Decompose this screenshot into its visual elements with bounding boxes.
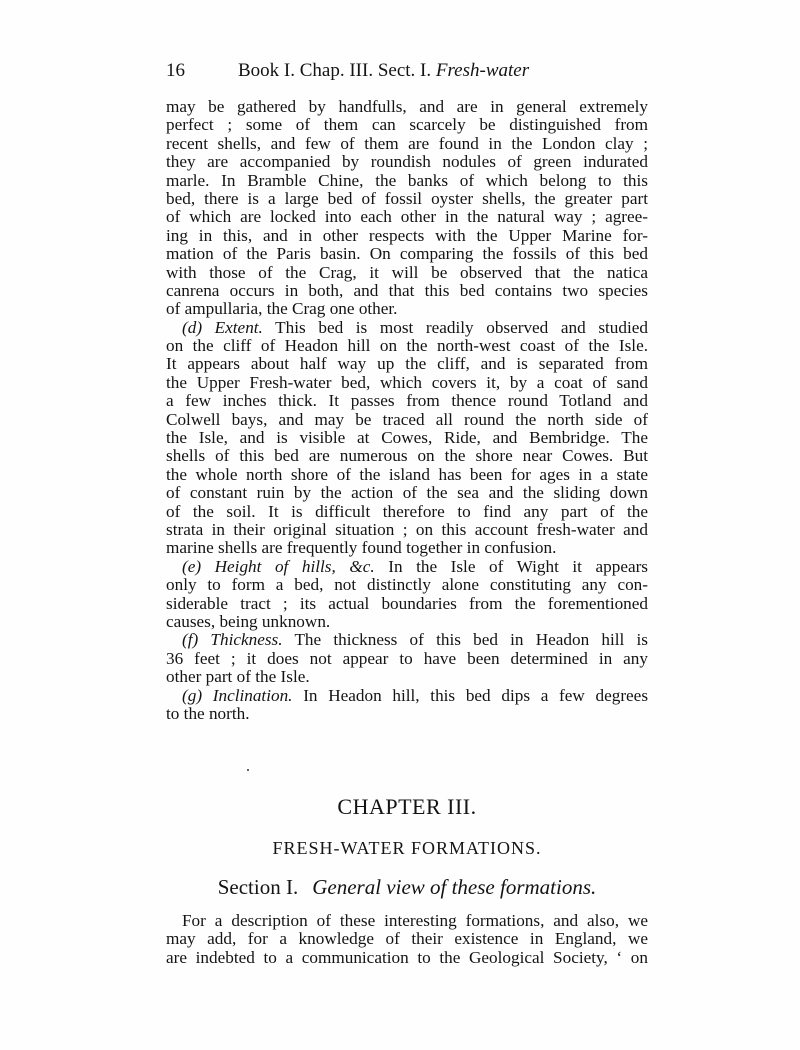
text-line	[166, 484, 648, 502]
running-head-prefix: Book I. Chap. III. Sect. I.	[238, 60, 432, 81]
line-text: This bed is most readily observed and studied	[275, 317, 648, 337]
text-line	[166, 227, 648, 245]
line-text: the Upper Fresh-water bed, which covers it, by a coat of sand	[166, 372, 648, 392]
text-line	[166, 282, 648, 300]
text-line	[166, 503, 648, 521]
line-text: perfect ; some of them can scarcely be distinguished from	[166, 115, 648, 135]
line-text: siderable tract ; its actual boundaries from the forementioned	[166, 593, 648, 613]
text-line	[166, 447, 648, 465]
line-text: of ampullaria, the Crag one other.	[166, 299, 398, 319]
subsection-label: (e) Height of hills, &c.	[182, 556, 375, 576]
line-text: marine shells are frequently found together in confusion.	[166, 538, 557, 558]
subsection-label: (g) Inclination.	[182, 685, 293, 705]
text-line	[166, 190, 648, 208]
line-text: a few inches thick. It passes from thence round Totland and	[166, 391, 648, 411]
text-line	[166, 98, 648, 116]
line-text: of constant ruin by the action of the sea and the sliding down	[166, 483, 648, 503]
text-line	[166, 172, 648, 190]
line-text: In the Isle of Wight it appears	[388, 556, 648, 576]
line-text: the Isle, and is visible at Cowes, Ride, and Bembridge. The	[166, 428, 648, 448]
chapter-subtitle: FRESH-WATER FORMATIONS.	[272, 838, 542, 858]
chapter-heading: CHAPTER III.	[337, 794, 477, 819]
line-text: recent shells, and few of them are found in the London clay ;	[166, 133, 648, 153]
page-number: 16	[166, 60, 185, 81]
line-text: are indebted to a communication to the Geological Society, ‘ on	[166, 947, 648, 967]
line-text: only to form a bed, not distinctly alone constituting any con-	[166, 575, 648, 595]
subsection-label: (d) Extent.	[182, 317, 263, 337]
text-line	[166, 613, 648, 631]
text-line	[166, 668, 648, 686]
line-text: causes, being unknown.	[166, 611, 331, 631]
text-line	[166, 208, 648, 226]
text-line	[166, 245, 648, 263]
line-text: shells of this bed are numerous on the shore near Cowes. But	[166, 446, 648, 466]
line-text: of which are locked into each other in the natural way ; agree-	[166, 207, 648, 227]
text-line	[166, 558, 648, 576]
text-line	[166, 705, 648, 723]
running-head-italic: Fresh-water	[435, 60, 530, 81]
subsection-label: (f) Thickness.	[182, 630, 283, 650]
text-line	[166, 429, 648, 447]
text-line	[166, 337, 648, 355]
text-line	[166, 930, 648, 948]
section-heading	[166, 873, 648, 901]
text-line	[166, 650, 648, 668]
line-text: It appears about half way up the cliff, and is separated from	[166, 354, 648, 374]
text-line	[166, 153, 648, 171]
section-label: Section I.	[217, 875, 299, 899]
line-text: For a description of these interesting formations, and also, we	[182, 911, 648, 930]
section-paragraph	[166, 912, 648, 967]
line-text: bed, there is a large bed of fossil oyster shells, the greater part	[166, 188, 648, 208]
text-line	[166, 595, 648, 613]
line-text: on the cliff of Headon hill on the north-west coast of the Isle.	[166, 336, 648, 356]
line-text: marle. In Bramble Chine, the banks of which belong to this	[166, 170, 648, 190]
text-line	[166, 411, 648, 429]
line-text: other part of the Isle.	[166, 667, 310, 687]
line-text: may add, for a knowledge of their existence in England, we	[166, 929, 648, 949]
continued-paragraphs	[166, 98, 648, 723]
line-text: Colwell bays, and may be traced all round the north side of	[166, 409, 648, 429]
text-line	[166, 264, 648, 282]
line-text: In Headon hill, this bed dips a few degrees	[303, 685, 649, 705]
line-text: canrena occurs in both, and that this bed contains two species	[166, 280, 648, 300]
text-line	[166, 949, 648, 967]
text-line	[166, 631, 648, 649]
line-text: of the soil. It is difficult therefore to find any part of the	[166, 501, 648, 521]
line-text: the whole north shore of the island has been for ages in a state	[166, 464, 648, 484]
text-line	[166, 300, 648, 318]
line-text: to the north.	[166, 703, 250, 723]
text-line	[166, 539, 648, 557]
text-line	[166, 374, 648, 392]
text-line	[166, 355, 648, 373]
text-line	[166, 521, 648, 539]
line-text: mation of the Paris basin. On comparing the fossils of this bed	[166, 244, 648, 264]
line-text: may be gathered by handfulls, and are in general extremely	[166, 97, 648, 116]
text-line	[166, 135, 648, 153]
section-title: General view of these formations.	[312, 875, 597, 899]
line-text: with those of the Crag, it will be observed that the natica	[166, 262, 648, 282]
line-text: The thickness of this bed in Headon hill is	[294, 630, 648, 650]
running-head-text	[238, 56, 529, 86]
text-line	[166, 912, 648, 930]
line-text: ing in this, and in other respects with the Upper Marine for-	[166, 225, 648, 245]
text-line	[166, 687, 648, 705]
line-text: strata in their original situation ; on this account fresh-water and	[166, 519, 648, 539]
text-line	[166, 576, 648, 594]
line-text: they are accompanied by roundish nodules of green indurated	[166, 152, 648, 172]
text-line	[166, 466, 648, 484]
running-head	[166, 56, 666, 86]
line-text: 36 feet ; it does not appear to have been determined in any	[166, 648, 648, 668]
text-line	[166, 116, 648, 134]
text-line	[166, 392, 648, 410]
print-speck	[247, 769, 249, 771]
text-line	[166, 319, 648, 337]
